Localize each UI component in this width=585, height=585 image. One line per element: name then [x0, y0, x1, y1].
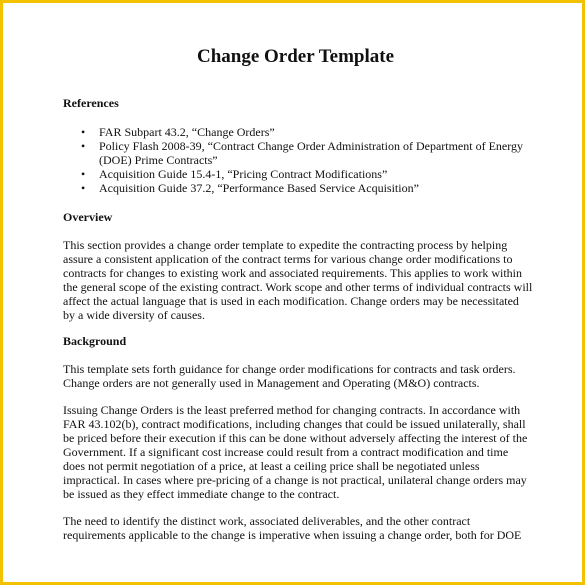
- document-title: Change Order Template: [196, 46, 395, 67]
- document-page: [3, 3, 582, 582]
- overview-heading: Overview: [63, 210, 113, 224]
- overview-paragraph: This section provides a change order template to expedite the contracting process by helping assure a consistent application of the contract terms for various change order modifications to contracts for changes to existing work and associated requirements. This applies to work within the general scope of the existing contract. Work scope and other terms of individual contracts will affect the actual language that is used in each modification. Change orders may be necessitated by a wide diversity of causes.: [63, 238, 533, 322]
- reference-item: • Acquisition Guide 15.4-1, “Pricing Contract Modifications”: [63, 167, 533, 181]
- background-heading: Background: [63, 334, 127, 348]
- background-paragraph: This template sets forth guidance for change order modifications for contracts and task orders. Change orders are not generally used in Management and Operating (M&O) contracts.: [63, 362, 516, 390]
- reference-item: • Policy Flash 2008-39, “Contract Change Order Administration of Department of Energy (DOE) Prime Contracts”: [63, 139, 533, 167]
- references-list: [63, 125, 533, 195]
- references-heading: References: [63, 96, 119, 110]
- background-paragraph: The need to identify the distinct work, associated deliverables, and the other contract requirements applicable to the change is imperative when issuing a change order, both for DOE: [63, 514, 522, 542]
- reference-item: • Acquisition Guide 37.2, “Performance Based Service Acquisition”: [63, 181, 533, 195]
- reference-item: • FAR Subpart 43.2, “Change Orders”: [63, 125, 533, 139]
- background-paragraph: Issuing Change Orders is the least preferred method for changing contracts. In accordance with FAR 43.102(b), contract modifications, including changes that could be issued unilaterally, shall be priced before their execution if this can be done without adversely affecting the interest of the Government. If a significant cost increase could result from a contract modification and time does not permit negotiation of a price, at least a ceiling price shall be negotiated unless impractical. In cases where pre-pricing of a change is not practical, unilateral change orders may be issued as they effect immediate change to the contract.: [63, 403, 528, 501]
